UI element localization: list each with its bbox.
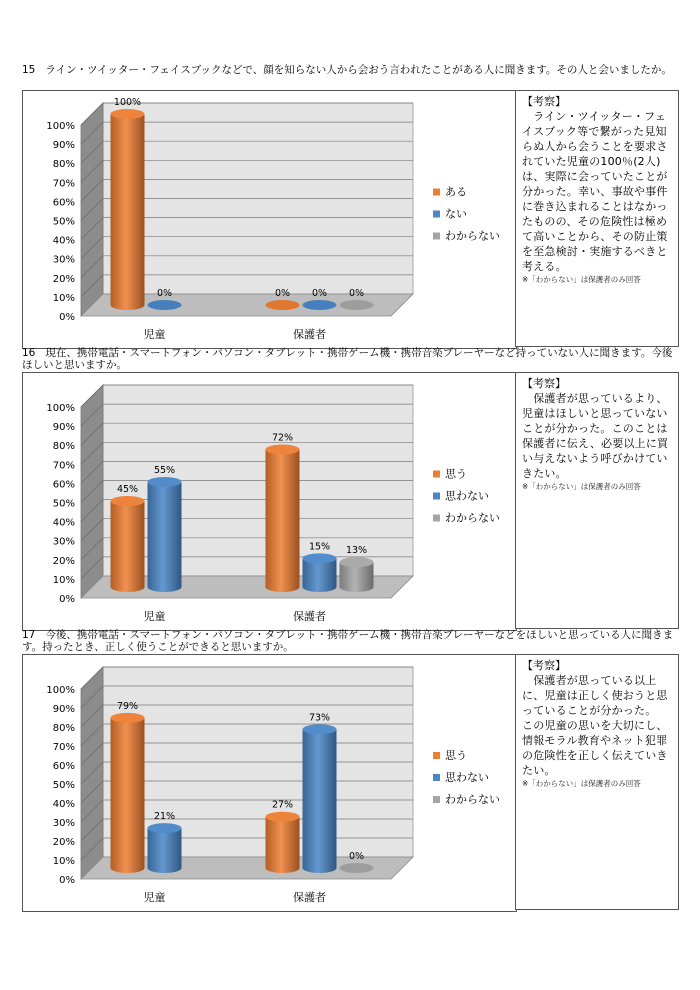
bar-top <box>340 863 374 873</box>
y-tick-label: 10% <box>52 292 75 304</box>
bar-top <box>303 724 337 734</box>
y-tick-label: 100% <box>46 121 75 132</box>
bar-body <box>111 501 145 592</box>
data-label: 13% <box>345 545 368 557</box>
data-label: 27% <box>271 799 294 811</box>
y-tick-label: 10% <box>52 856 75 867</box>
question-15 <box>22 64 682 76</box>
data-label: 21% <box>153 811 176 823</box>
question-16 <box>22 347 682 371</box>
data-label: 0% <box>348 288 365 299</box>
chart-17 <box>23 655 516 911</box>
bar <box>266 300 300 310</box>
chart-15-frame <box>22 90 517 349</box>
y-tick-label: 50% <box>52 780 75 791</box>
bar <box>111 496 145 592</box>
bar-top <box>148 477 182 487</box>
y-tick-label: 100% <box>46 685 75 696</box>
bar <box>303 553 337 592</box>
bar-top <box>340 557 374 567</box>
y-tick-label: 20% <box>52 555 75 567</box>
bar <box>340 863 374 873</box>
bar <box>266 812 300 873</box>
y-tick-label: 70% <box>52 460 75 472</box>
legend-swatch <box>433 493 440 500</box>
chart-16 <box>23 373 516 630</box>
y-tick-label: 50% <box>52 498 75 510</box>
data-label: 55% <box>153 464 176 476</box>
bar-body <box>111 718 145 873</box>
y-tick-label: 80% <box>52 441 75 453</box>
data-label: 0% <box>156 288 173 299</box>
note-15 <box>515 90 679 347</box>
data-label: 0% <box>274 288 291 299</box>
note-title: 【考察】 <box>522 377 566 390</box>
y-tick-label: 30% <box>52 818 75 829</box>
y-tick-label: 60% <box>52 197 75 209</box>
note-body: ライン・ツイッター・フェイスブック等で繋がった見知らぬ人から会うことを要求されていた児童の100％(2人)は、実際に会っていたことが分かった。幸い、事故や事件に巻き込まれることはなかったものの、その危険性は極めて高いことから、その防止策を至急検討・実施するべきと考える。 <box>522 110 668 273</box>
bar-body <box>266 449 300 592</box>
legend-label: わからない <box>445 793 500 806</box>
y-tick-label: 40% <box>52 799 75 810</box>
y-tick-label: 60% <box>52 479 75 491</box>
y-tick-label: 80% <box>52 159 75 171</box>
legend-swatch <box>433 211 440 218</box>
bar <box>303 300 337 310</box>
legend-swatch <box>433 233 440 240</box>
bar <box>148 823 182 873</box>
x-tick-label: 保護者 <box>293 610 326 623</box>
y-tick-label: 10% <box>52 574 75 586</box>
x-tick-label: 児童 <box>143 328 166 341</box>
bar <box>340 557 374 592</box>
y-tick-label: 40% <box>52 517 75 529</box>
y-tick-label: 90% <box>52 422 75 434</box>
note-16 <box>515 372 679 629</box>
chart-15 <box>23 91 516 348</box>
data-label: 100% <box>113 97 142 108</box>
x-tick-label: 保護者 <box>293 891 326 904</box>
y-tick-label: 0% <box>59 594 75 605</box>
bar <box>111 713 145 873</box>
y-tick-label: 40% <box>52 235 75 247</box>
legend-label: 思う <box>445 749 467 762</box>
bar-top <box>111 109 145 119</box>
bar-body <box>148 828 182 873</box>
note-body: 保護者が思っているより、児童はほしいと思っていないことが分かった。このことは保護者に伝え、必要以上に買い与えないよう呼びかけていきたい。 <box>522 392 669 480</box>
chart-16-frame <box>22 372 517 631</box>
y-tick-label: 0% <box>59 312 75 323</box>
legend-swatch <box>433 189 440 196</box>
x-tick-label: 児童 <box>143 610 166 623</box>
legend-swatch <box>433 796 440 803</box>
question-17 <box>22 629 682 653</box>
bar-top <box>340 300 374 310</box>
data-label: 0% <box>311 288 328 299</box>
data-label: 15% <box>308 541 331 553</box>
x-tick-label: 保護者 <box>293 328 326 341</box>
y-tick-label: 70% <box>52 178 75 190</box>
y-tick-label: 90% <box>52 704 75 715</box>
bar-top <box>266 444 300 454</box>
bar-top <box>148 300 182 310</box>
bar-body <box>266 817 300 873</box>
note-17 <box>515 654 679 910</box>
legend-label: わからない <box>445 229 500 243</box>
question-number: 16 <box>22 347 36 359</box>
bar <box>266 444 300 592</box>
legend-swatch <box>433 752 440 759</box>
bar-top <box>148 823 182 833</box>
bar <box>148 477 182 592</box>
legend-label: ない <box>445 207 467 221</box>
bar-top <box>303 553 337 563</box>
legend-swatch <box>433 471 440 478</box>
bar <box>148 300 182 310</box>
note-footnote: ※「わからない」は保護者のみ回答 <box>522 482 641 491</box>
legend-label: 思わない <box>445 489 489 503</box>
bar-top <box>266 812 300 822</box>
y-tick-label: 90% <box>52 140 75 152</box>
y-tick-label: 80% <box>52 723 75 734</box>
y-tick-label: 20% <box>52 273 75 285</box>
legend-label: 思う <box>445 467 467 481</box>
y-tick-label: 20% <box>52 837 75 848</box>
data-label: 79% <box>116 700 139 712</box>
bar <box>340 300 374 310</box>
bar-body <box>303 729 337 873</box>
chart-17-frame <box>22 654 517 912</box>
x-tick-label: 児童 <box>143 891 166 904</box>
legend-label: 思わない <box>445 771 489 784</box>
legend-label: わからない <box>445 511 500 525</box>
bar-top <box>111 496 145 506</box>
bar-top <box>303 300 337 310</box>
question-number: 17 <box>22 629 36 641</box>
y-tick-label: 30% <box>52 254 75 266</box>
y-tick-label: 60% <box>52 761 75 772</box>
legend-swatch <box>433 774 440 781</box>
note-footnote: ※「わからない」は保護者のみ回答 <box>522 275 641 284</box>
data-label: 73% <box>308 712 331 724</box>
y-tick-label: 0% <box>59 875 75 886</box>
y-tick-label: 100% <box>46 403 75 414</box>
bar-top <box>111 713 145 723</box>
bar-body <box>111 114 145 310</box>
bar-top <box>266 300 300 310</box>
y-tick-label: 50% <box>52 216 75 228</box>
bar-body <box>303 558 337 592</box>
bar <box>303 724 337 873</box>
note-title: 【考察】 <box>522 95 566 108</box>
data-label: 45% <box>116 484 139 496</box>
data-label: 72% <box>271 432 294 444</box>
y-tick-label: 30% <box>52 536 75 548</box>
question-number: 15 <box>22 64 36 76</box>
bar <box>111 109 145 310</box>
note-footnote: ※「わからない」は保護者のみ回答 <box>522 779 641 788</box>
y-tick-label: 70% <box>52 742 75 753</box>
question-text: 現在、携帯電話・スマートフォン・パソコン・タブレット・携帯ゲーム機・携帯音楽プレーヤーなど持っていない人に聞きます。今後ほしいと思いますか。 <box>22 347 673 371</box>
question-text: ライン・ツイッター・フェイスブックなどで、顔を知らない人から会おう言われたことがある人に聞きます。その人と会いましたか。 <box>45 64 672 76</box>
bar-body <box>148 482 182 592</box>
note-body: 保護者が思っている以上に、児童は正しく使おうと思っていることが分かった。 この児童の思いを大切にし、情報モラル教育やネット犯罪の危険性を正しく伝えていきたい。 <box>522 674 668 777</box>
note-title: 【考察】 <box>522 659 566 672</box>
legend-label: ある <box>445 185 467 199</box>
data-label: 0% <box>348 851 365 862</box>
legend-swatch <box>433 515 440 522</box>
question-text: 今後、携帯電話・スマートフォン・パソコン・タブレット・携帯ゲーム機・携帯音楽プレーヤーなどをほしいと思っている人に聞きます。持ったとき、正しく使うことができると思いますか。 <box>22 629 674 653</box>
